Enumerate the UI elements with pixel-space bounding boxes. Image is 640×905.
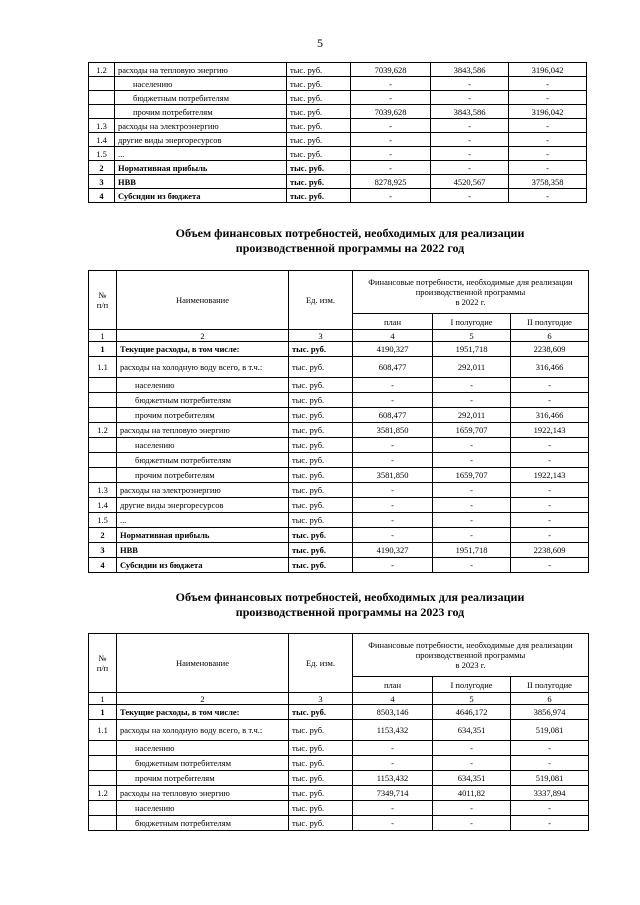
row-value-h2: - xyxy=(511,741,589,756)
row-value-plan: 8503,146 xyxy=(353,705,433,720)
row-name: прочим потребителям xyxy=(117,771,289,786)
row-number: 1.5 xyxy=(89,513,117,528)
header-index: 6 xyxy=(511,330,589,342)
row-value-h2: - xyxy=(511,483,589,498)
header-num: № п/п xyxy=(89,271,117,330)
row-number xyxy=(89,741,117,756)
header-plan: план xyxy=(353,677,433,693)
row-unit: тыс. руб. xyxy=(289,705,353,720)
row-unit: тыс. руб. xyxy=(287,189,351,203)
table-row xyxy=(89,453,589,468)
row-number: 1.5 xyxy=(89,147,115,161)
row-number: 4 xyxy=(89,558,117,573)
row-value-plan: 7039,628 xyxy=(351,63,431,77)
row-value-h2: 1922,143 xyxy=(511,423,589,438)
row-name: Нормативная прибыль xyxy=(117,528,289,543)
row-value-plan: 608,477 xyxy=(353,357,433,378)
financial-table-2023 xyxy=(88,633,589,831)
table-row xyxy=(89,189,587,203)
row-unit: тыс. руб. xyxy=(289,498,353,513)
row-value-plan: - xyxy=(353,513,433,528)
header-index: 1 xyxy=(89,693,117,705)
row-name: другие виды энергоресурсов xyxy=(117,498,289,513)
row-unit: тыс. руб. xyxy=(289,513,353,528)
table-row xyxy=(89,498,589,513)
table-row xyxy=(89,801,589,816)
header-index: 3 xyxy=(289,693,353,705)
row-name: другие виды энергоресурсов xyxy=(115,133,287,147)
row-value-h1: 292,011 xyxy=(433,408,511,423)
header-index: 3 xyxy=(289,330,353,342)
row-value-h2: - xyxy=(509,91,587,105)
row-value-plan: 7349,714 xyxy=(353,786,433,801)
section-2023-title-line1: Объем финансовых потребностей, необходимых для реализации xyxy=(175,590,525,604)
row-unit: тыс. руб. xyxy=(289,408,353,423)
row-number: 1.1 xyxy=(89,720,117,741)
row-unit: тыс. руб. xyxy=(287,133,351,147)
row-number: 3 xyxy=(89,543,117,558)
row-value-h2: - xyxy=(511,513,589,528)
row-unit: тыс. руб. xyxy=(287,63,351,77)
row-number xyxy=(89,91,115,105)
table-row xyxy=(89,393,589,408)
row-value-h2: 519,081 xyxy=(511,720,589,741)
row-value-h1: - xyxy=(433,801,511,816)
row-number xyxy=(89,816,117,831)
row-number: 2 xyxy=(89,528,117,543)
table-row xyxy=(89,543,589,558)
row-value-plan: - xyxy=(353,453,433,468)
row-value-plan: - xyxy=(353,801,433,816)
table-row xyxy=(89,119,587,133)
row-unit: тыс. руб. xyxy=(289,423,353,438)
row-value-plan: - xyxy=(351,119,431,133)
row-value-h2: 1922,143 xyxy=(511,468,589,483)
table-row xyxy=(89,408,589,423)
row-name: населению xyxy=(115,77,287,91)
row-value-h1: 1659,707 xyxy=(433,468,511,483)
row-name: Субсидии из бюджета xyxy=(115,189,287,203)
row-unit: тыс. руб. xyxy=(287,161,351,175)
table-row xyxy=(89,558,589,573)
row-value-h2: 3337,894 xyxy=(511,786,589,801)
row-value-h2: - xyxy=(511,393,589,408)
section-2022-title xyxy=(0,226,640,256)
row-unit: тыс. руб. xyxy=(289,342,353,357)
row-number: 1 xyxy=(89,705,117,720)
table-row xyxy=(89,816,589,831)
header-index: 2 xyxy=(117,693,289,705)
table-row xyxy=(89,528,589,543)
row-value-plan: - xyxy=(353,498,433,513)
row-name: Текущие расходы, в том числе: xyxy=(117,342,289,357)
row-value-plan: - xyxy=(353,528,433,543)
row-name: прочим потребителям xyxy=(117,468,289,483)
table-row xyxy=(89,423,589,438)
row-unit: тыс. руб. xyxy=(289,816,353,831)
row-value-plan: 4190,327 xyxy=(353,342,433,357)
table-row xyxy=(89,133,587,147)
row-name: населению xyxy=(117,438,289,453)
row-value-h2: - xyxy=(511,816,589,831)
row-value-h2: - xyxy=(509,77,587,91)
header-group: Финансовые потребности, необходимые для реализации производственной программы в 2023 г. xyxy=(353,634,589,677)
row-unit: тыс. руб. xyxy=(289,483,353,498)
row-value-h1: - xyxy=(433,453,511,468)
row-value-plan: - xyxy=(351,91,431,105)
row-name: ... xyxy=(117,513,289,528)
row-number: 2 xyxy=(89,161,115,175)
row-value-h2: - xyxy=(509,189,587,203)
row-name: НВВ xyxy=(117,543,289,558)
row-value-h2: 3856,974 xyxy=(511,705,589,720)
header-index: 5 xyxy=(433,330,511,342)
row-number xyxy=(89,468,117,483)
row-unit: тыс. руб. xyxy=(289,468,353,483)
row-name: бюджетным потребителям xyxy=(117,756,289,771)
table-row xyxy=(89,786,589,801)
table-row xyxy=(89,483,589,498)
row-value-plan: - xyxy=(353,393,433,408)
row-value-h1: 3843,586 xyxy=(431,63,509,77)
row-value-plan: 1153,432 xyxy=(353,720,433,741)
row-name: бюджетным потребителям xyxy=(117,393,289,408)
header-index: 4 xyxy=(353,693,433,705)
row-value-h1: - xyxy=(431,147,509,161)
row-value-h2: 316,466 xyxy=(511,408,589,423)
row-value-plan: - xyxy=(353,558,433,573)
row-name: бюджетным потребителям xyxy=(115,91,287,105)
financial-table-2022 xyxy=(88,270,589,573)
table-row xyxy=(89,513,589,528)
row-value-h2: - xyxy=(511,528,589,543)
row-value-h2: - xyxy=(509,119,587,133)
row-value-h1: - xyxy=(433,393,511,408)
row-value-plan: - xyxy=(351,133,431,147)
row-number xyxy=(89,438,117,453)
header-name: Наименование xyxy=(117,634,289,693)
row-unit: тыс. руб. xyxy=(287,105,351,119)
row-value-h1: - xyxy=(431,91,509,105)
row-unit: тыс. руб. xyxy=(287,77,351,91)
header-unit: Ед. изм. xyxy=(289,634,353,693)
row-unit: тыс. руб. xyxy=(289,378,353,393)
row-value-h1: - xyxy=(431,189,509,203)
row-number xyxy=(89,105,115,119)
row-value-h1: 634,351 xyxy=(433,720,511,741)
row-name: Субсидии из бюджета xyxy=(117,558,289,573)
table-row xyxy=(89,161,587,175)
table-row xyxy=(89,63,587,77)
row-value-h1: - xyxy=(431,133,509,147)
row-value-h2: - xyxy=(511,453,589,468)
row-value-h1: 1659,707 xyxy=(433,423,511,438)
table-row xyxy=(89,741,589,756)
row-number xyxy=(89,771,117,786)
header-num: № п/п xyxy=(89,634,117,693)
row-value-h1: - xyxy=(433,378,511,393)
row-value-h2: - xyxy=(511,558,589,573)
financial-table-continued xyxy=(88,62,587,203)
row-value-h2: - xyxy=(509,147,587,161)
row-value-h1: - xyxy=(431,77,509,91)
section-2022-title-line2: производственной программы на 2022 год xyxy=(235,241,465,255)
row-name: расходы на холодную воду всего, в т.ч.: xyxy=(117,720,289,741)
row-value-h1: - xyxy=(433,483,511,498)
row-name: расходы на холодную воду всего, в т.ч.: xyxy=(117,357,289,378)
row-number: 1.1 xyxy=(89,357,117,378)
row-name: бюджетным потребителям xyxy=(117,816,289,831)
row-unit: тыс. руб. xyxy=(289,741,353,756)
table-row xyxy=(89,105,587,119)
row-unit: тыс. руб. xyxy=(287,119,351,133)
table-row xyxy=(89,175,587,189)
row-value-plan: - xyxy=(351,161,431,175)
section-2023-title xyxy=(0,590,640,620)
row-value-h2: 3196,042 xyxy=(509,105,587,119)
row-unit: тыс. руб. xyxy=(289,558,353,573)
row-value-plan: - xyxy=(353,756,433,771)
row-value-h2: - xyxy=(511,756,589,771)
row-name: населению xyxy=(117,801,289,816)
row-name: расходы на тепловую энергию xyxy=(115,63,287,77)
table-row xyxy=(89,378,589,393)
row-name: населению xyxy=(117,741,289,756)
row-value-plan: - xyxy=(353,438,433,453)
row-unit: тыс. руб. xyxy=(289,720,353,741)
row-value-h1: 1951,718 xyxy=(433,342,511,357)
row-name: расходы на тепловую энергию xyxy=(117,423,289,438)
row-value-plan: 3581,850 xyxy=(353,423,433,438)
row-unit: тыс. руб. xyxy=(289,393,353,408)
row-unit: тыс. руб. xyxy=(289,528,353,543)
section-2022-title-line1: Объем финансовых потребностей, необходимых для реализации xyxy=(175,226,525,240)
row-name: НВВ xyxy=(115,175,287,189)
header-index: 2 xyxy=(117,330,289,342)
row-value-h2: - xyxy=(511,438,589,453)
table-row xyxy=(89,468,589,483)
header-group: Финансовые потребности, необходимые для реализации производственной программы в 2022 г. xyxy=(353,271,589,314)
row-name: прочим потребителям xyxy=(117,408,289,423)
row-value-h1: - xyxy=(433,741,511,756)
row-number: 1.4 xyxy=(89,498,117,513)
table-row xyxy=(89,357,589,378)
row-unit: тыс. руб. xyxy=(287,91,351,105)
row-value-plan: - xyxy=(353,378,433,393)
row-number xyxy=(89,77,115,91)
row-value-h1: - xyxy=(433,528,511,543)
row-value-h2: 3758,358 xyxy=(509,175,587,189)
row-value-h1: - xyxy=(431,119,509,133)
header-index: 1 xyxy=(89,330,117,342)
row-value-h2: 3196,042 xyxy=(509,63,587,77)
row-value-h1: - xyxy=(433,558,511,573)
row-name: ... xyxy=(115,147,287,161)
row-value-h1: 4520,567 xyxy=(431,175,509,189)
row-number xyxy=(89,801,117,816)
row-number: 1.2 xyxy=(89,423,117,438)
row-name: Нормативная прибыль xyxy=(115,161,287,175)
section-2023-title-line2: производственной программы на 2023 год xyxy=(235,605,465,619)
row-value-h1: 4011,82 xyxy=(433,786,511,801)
row-name: населению xyxy=(117,378,289,393)
row-value-h1: - xyxy=(433,756,511,771)
header-h1: I полугодие xyxy=(433,314,511,330)
row-value-h1: 292,011 xyxy=(433,357,511,378)
table-row xyxy=(89,438,589,453)
row-number xyxy=(89,453,117,468)
header-unit: Ед. изм. xyxy=(289,271,353,330)
row-value-h2: - xyxy=(509,133,587,147)
row-value-h2: 2238,609 xyxy=(511,342,589,357)
row-value-h2: - xyxy=(509,161,587,175)
row-number xyxy=(89,756,117,771)
row-value-h1: - xyxy=(433,498,511,513)
row-number: 3 xyxy=(89,175,115,189)
row-value-plan: 608,477 xyxy=(353,408,433,423)
table-row xyxy=(89,771,589,786)
row-number: 1.2 xyxy=(89,63,115,77)
row-name: расходы на тепловую энергию xyxy=(117,786,289,801)
row-value-plan: 3581,850 xyxy=(353,468,433,483)
row-value-plan: 1153,432 xyxy=(353,771,433,786)
header-index: 6 xyxy=(511,693,589,705)
row-value-plan: 8278,925 xyxy=(351,175,431,189)
row-value-h1: - xyxy=(433,438,511,453)
row-number: 1.3 xyxy=(89,119,115,133)
header-index: 5 xyxy=(433,693,511,705)
row-value-h2: 2238,609 xyxy=(511,543,589,558)
row-unit: тыс. руб. xyxy=(287,147,351,161)
table-row xyxy=(89,720,589,741)
row-name: бюджетным потребителям xyxy=(117,453,289,468)
row-value-h2: 519,081 xyxy=(511,771,589,786)
row-unit: тыс. руб. xyxy=(289,438,353,453)
row-number: 1 xyxy=(89,342,117,357)
row-value-plan: - xyxy=(351,147,431,161)
row-unit: тыс. руб. xyxy=(289,771,353,786)
row-value-h2: 316,466 xyxy=(511,357,589,378)
table-row xyxy=(89,147,587,161)
row-value-h1: - xyxy=(433,513,511,528)
row-value-h1: 3843,586 xyxy=(431,105,509,119)
row-value-h1: - xyxy=(431,161,509,175)
row-value-h2: - xyxy=(511,378,589,393)
row-unit: тыс. руб. xyxy=(289,453,353,468)
row-value-plan: - xyxy=(351,77,431,91)
row-unit: тыс. руб. xyxy=(289,357,353,378)
header-index: 4 xyxy=(353,330,433,342)
row-unit: тыс. руб. xyxy=(287,175,351,189)
header-h1: I полугодие xyxy=(433,677,511,693)
row-name: Текущие расходы, в том числе: xyxy=(117,705,289,720)
row-value-h1: 634,351 xyxy=(433,771,511,786)
row-value-h2: - xyxy=(511,801,589,816)
header-name: Наименование xyxy=(117,271,289,330)
table-row xyxy=(89,756,589,771)
row-number xyxy=(89,408,117,423)
table-row xyxy=(89,77,587,91)
row-value-plan: 4190,327 xyxy=(353,543,433,558)
row-unit: тыс. руб. xyxy=(289,801,353,816)
page-number: 5 xyxy=(317,36,323,50)
row-number xyxy=(89,393,117,408)
row-unit: тыс. руб. xyxy=(289,756,353,771)
row-value-h1: 4646,172 xyxy=(433,705,511,720)
row-value-plan: - xyxy=(353,741,433,756)
row-number: 1.2 xyxy=(89,786,117,801)
row-value-h1: 1951,718 xyxy=(433,543,511,558)
row-value-plan: - xyxy=(353,483,433,498)
row-number: 1.4 xyxy=(89,133,115,147)
row-value-h2: - xyxy=(511,498,589,513)
table-row xyxy=(89,91,587,105)
header-plan: план xyxy=(353,314,433,330)
header-h2: II полугодие xyxy=(511,677,589,693)
row-number: 4 xyxy=(89,189,115,203)
row-value-h1: - xyxy=(433,816,511,831)
row-name: прочим потребителям xyxy=(115,105,287,119)
row-value-plan: - xyxy=(351,189,431,203)
row-number xyxy=(89,378,117,393)
row-name: расходы на электроэнергию xyxy=(115,119,287,133)
table-row xyxy=(89,342,589,357)
header-h2: II полугодие xyxy=(511,314,589,330)
row-value-plan: - xyxy=(353,816,433,831)
row-name: расходы на электроэнергию xyxy=(117,483,289,498)
table-row xyxy=(89,705,589,720)
row-unit: тыс. руб. xyxy=(289,543,353,558)
row-value-plan: 7039,628 xyxy=(351,105,431,119)
row-unit: тыс. руб. xyxy=(289,786,353,801)
row-number: 1.3 xyxy=(89,483,117,498)
